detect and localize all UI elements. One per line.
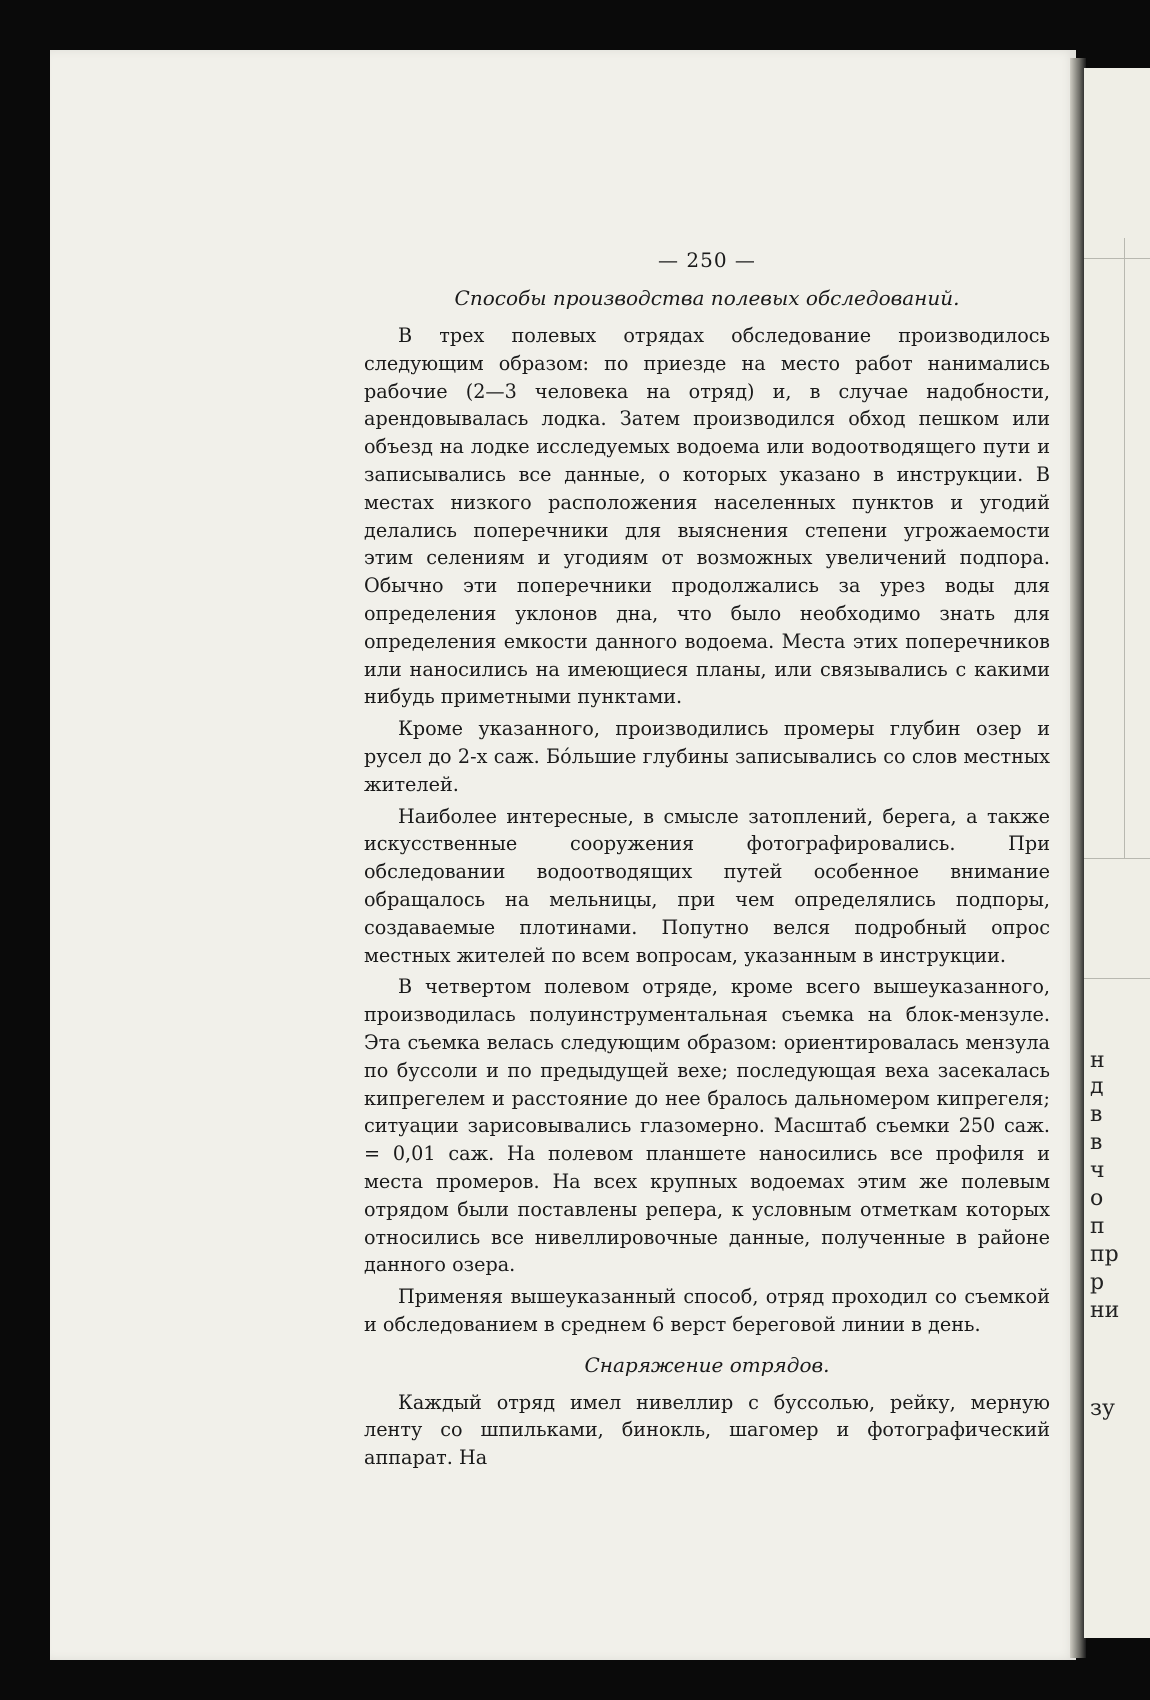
facing-page-edge <box>1084 68 1150 1638</box>
section-heading-methods: Способы производства полевых обследований. <box>454 286 960 310</box>
book-page <box>50 50 1076 1660</box>
facing-page-fragment: в <box>1090 1102 1103 1127</box>
paragraph-equipment: Каждый отряд имел нивеллир с буссолью, рейку, мерную ленту со шпильками, бинокль, шагомер и фотографический аппарат. На <box>364 1390 1050 1470</box>
section-heading-equipment: Снаряжение отрядов. <box>584 1352 830 1377</box>
paragraph-methods-4: В четвертом полевом отряде, кроме всего вышеуказанного, производилась полуинструментальная съемка на блок-мензуле. Эта съемка велась следующим образом: ориентировалась мензула по буссоли и по предыдущей вехе; последующая веха засекалась кипрегелем и расстояние до нее бралось дальномером кипрегеля; ситуации зарисовывались глазомерно. Масштаб съемки 250 саж. = 0,01 саж. На полевом планшете наносились все профиля и места промеров. На всех крупных водоемах этим же полевым отрядом были поставлены репера, к условным отметкам которых относились все нивеллировочные данные, полученные в районе данного озера. <box>364 975 1050 1277</box>
facing-page-fragment: ч <box>1090 1158 1105 1183</box>
table-rule <box>1084 858 1150 859</box>
page-content <box>364 248 1050 1476</box>
paragraph-methods-5: Применяя вышеуказанный способ, отряд проходил со съемкой и обследованием в среднем 6 верст береговой линии в день. <box>364 1285 1050 1336</box>
facing-page-fragment: п <box>1090 1214 1105 1239</box>
table-rule <box>1084 258 1150 259</box>
facing-page-fragment: ни <box>1090 1298 1120 1323</box>
facing-page-fragment: о <box>1090 1186 1104 1211</box>
facing-page-fragment: зу <box>1090 1396 1115 1421</box>
table-rule <box>1124 238 1125 858</box>
facing-page-fragment: в <box>1090 1130 1103 1155</box>
facing-page-fragment: р <box>1090 1270 1105 1295</box>
page-number: — 250 — <box>658 248 756 272</box>
facing-page-fragment: д <box>1090 1074 1104 1099</box>
facing-page-fragment: пр <box>1090 1242 1119 1267</box>
paragraph-methods-1: В трех полевых отрядах обследование производилось следующим образом: по приезде на место работ нанимались рабочие (2—3 человека на отряд) и, в случае надобности, арендовывалась лодка. Затем производился обход пешком или объезд на лодке исследуемых водоема или водоотводящего пути и записывались все данные, о которых указано в инструкции. В местах низкого расположения населенных пунктов и угодий делались поперечники для выяснения степени угрожаемости этим селениям и угодиям от возможных увеличений подпора. Обычно эти поперечники продолжались за урез воды для определения уклонов дна, что было необходимо знать для определения емкости данного водоема. Места этих поперечников или наносились на имеющиеся планы, или связывались с какими нибудь приметными пунктами. <box>364 324 1050 709</box>
paragraph-methods-3: Наиболее интересные, в смысле затоплений, берега, а также искусственные сооружения фотографировались. При обследовании водоотводящих путей особенное внимание обращалось на мельницы, при чем определялись подпоры, создаваемые плотинами. Попутно велся подробный опрос местных жителей по всем вопросам, указанным в инструкции. <box>364 804 1050 967</box>
facing-page-fragment: н <box>1090 1048 1105 1073</box>
paragraph-methods-2: Кроме указанного, производились промеры глубин озер и русел до 2-х саж. Бо́льшие глубины записывались со слов местных жителей. <box>364 717 1050 796</box>
table-rule <box>1084 978 1150 979</box>
